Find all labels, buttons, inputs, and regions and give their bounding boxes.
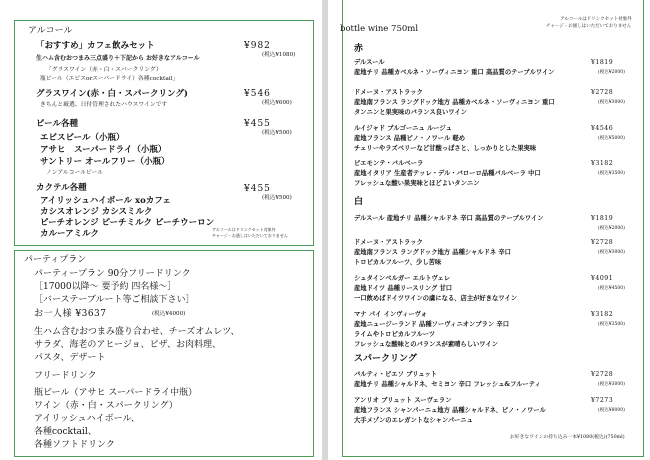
set-price: ¥982 — [244, 41, 271, 51]
wine-name: アンリオ ブリュット スーヴェラン — [354, 397, 452, 404]
beer-price: ¥455 — [244, 119, 271, 129]
free-drink-item: アイリッシュハイボール、 — [34, 414, 140, 424]
wine-desc: 産地イタリア 生産者テッレ・デル・バローロ品種バルベーラ 中口 — [354, 170, 541, 177]
wine-desc: フレッシュな酸い果実味とほどよいタンニン — [354, 180, 480, 187]
left-page — [0, 0, 322, 460]
wine-name: ピエモンテ・バルベーラ — [354, 160, 424, 167]
wine-desc: 産地南フランス ラングドック地方 品種カベルネ・ソーヴィニヨン 重口 — [354, 99, 555, 106]
wine-tax: (税込¥3500) — [598, 171, 625, 176]
wine-price: ¥7273 — [591, 397, 614, 404]
wine-note-1: アルコールはドリンクセット対象外 — [560, 17, 632, 22]
party-price: お一人様 ¥3637 — [34, 309, 107, 319]
party-food-2: サラダ、海老のアヒージョ、ピザ、お肉料理、 — [34, 340, 222, 350]
cocktail-item: カルーアミルク — [40, 229, 99, 239]
free-drink-item: 瓶ビール（アサヒ スーパードライ中瓶） — [34, 388, 198, 398]
wine-price: ¥1819 — [591, 59, 614, 66]
set-box-line2: 瓶ビール（エビスorスーパードライ）各種cocktail」 — [40, 76, 179, 82]
wine-name: ルイジャド ブルゴーニュ ルージュ — [354, 125, 452, 132]
wine-note-2: チャージ・お通しはいただいておりません — [546, 24, 632, 29]
wine-tax: (税込¥8000) — [598, 408, 625, 413]
wine-desc: 産地ドイツ 品種リースリング 甘口 — [354, 285, 453, 292]
wine-desc: ライムやトロピカルフルーツ — [354, 331, 436, 338]
right-page — [328, 0, 650, 460]
alcohol-footnote-2: チャージ・お通しはいただいておりません — [212, 233, 288, 238]
wine-name: デルスール 産地チリ 品種シャルドネ 辛口 高品質のテーブルワイン — [354, 215, 544, 222]
wine-price: ¥2728 — [591, 89, 614, 96]
wine-tax: (税込¥2000) — [598, 70, 625, 75]
wine-name: ドメーヌ・アストラック — [354, 239, 423, 246]
wine-price: ¥1819 — [591, 215, 614, 222]
free-drink-title: フリードリンク — [34, 371, 97, 381]
glass-tax: (税込¥600) — [262, 100, 292, 106]
cocktail-name: カクテル各種 — [36, 183, 87, 193]
beer-item: アサヒ スーパードライ（小瓶） — [40, 145, 167, 155]
wine-desc: チェリーやラズベリーなど甘酸っぱさと、しっかりとした果実味 — [354, 145, 537, 152]
party-plan: パーティープラン 90分フリードリンク — [34, 269, 191, 279]
wine-desc: 産地南フランス ラングドック地方 品種シャルドネ 辛口 — [354, 249, 511, 256]
wine-desc: 産地チリ 品種シャルドネ、セミヨン 辛口 フレッシュ&フルーティ — [354, 381, 541, 388]
wine-tax: (税込¥3500) — [598, 322, 625, 327]
wine-list-title: bottle wine 750ml — [340, 24, 419, 34]
corkage-note: お好きなワインの持ち込み一本¥1080(税込)(750ml) — [510, 435, 625, 440]
wine-name: デルスール — [354, 59, 385, 66]
wine-tax: (税込¥3000) — [598, 382, 625, 387]
cocktail-tax: (税込¥500) — [262, 195, 292, 201]
wine-name: バルティ・ビエソ ブリュット — [354, 371, 438, 378]
white-wine-title: 白 — [354, 197, 364, 207]
beer-name: ビール各種 — [36, 119, 78, 129]
wine-price: ¥4546 — [591, 125, 614, 132]
alcohol-footnote-1: アルコールはドリンクセット対象外 — [212, 227, 276, 232]
wine-desc: トロピカルフルーツ、少し苦味 — [354, 259, 442, 266]
party-line1: ［17000以降～ 要予約 四名様～］ — [34, 282, 177, 292]
wine-desc: タンニンと果実味のバランス良いワイン — [354, 109, 467, 116]
wine-desc: フレッシュな酸味とのバランスが素晴らしいワイン — [354, 341, 499, 348]
wine-name: ドメーヌ・アストラック — [354, 89, 423, 96]
wine-desc: 産地フランス 品種ピノ・ノワール 軽め — [354, 135, 466, 142]
party-line2: ［バーステーブルート等ご相談下さい］ — [34, 295, 195, 305]
wine-desc: 大手メゾンのエレガントなシャンパーニュ — [354, 417, 473, 424]
beer-tax: (税込¥500) — [262, 130, 292, 136]
wine-tax: (税込¥3000) — [598, 250, 625, 255]
wine-price: ¥2728 — [591, 371, 614, 378]
free-drink-item: ワイン（赤・白・スパークリング） — [34, 401, 178, 411]
party-food-1: 生ハム含むおつまみ盛り合わせ、チーズオムレツ、 — [34, 327, 240, 337]
cocktail-item: ピーチオレンジ ピーチミルク ピーチウーロン — [40, 218, 215, 228]
glass-name: グラスワイン(赤・白・スパークリング) — [36, 89, 188, 99]
set-desc: 生ハム含むおつまみ三点盛り＋下記から お好きなアルコール — [36, 55, 200, 62]
wine-desc: 産地ニュージーランド 品種ソーヴィニオンブラン 辛口 — [354, 321, 510, 328]
glass-price: ¥546 — [244, 89, 271, 99]
cocktail-item: カシスオレンジ カシスミルク — [40, 207, 153, 217]
glass-desc: きちんと厳選、日付管理されたハウスワインです — [40, 102, 168, 108]
beer-item: サントリー オールフリー（小瓶） — [40, 157, 170, 167]
wine-tax: (税込¥2000) — [598, 226, 625, 231]
set-box-line1: 「グラスワイン（赤・白・スパークリング） — [46, 67, 162, 73]
wine-price: ¥3182 — [591, 160, 614, 167]
wine-price: ¥2728 — [591, 239, 614, 246]
wine-name: シュタインベルガー エルトヴェレ — [354, 275, 451, 282]
red-wine-title: 赤 — [354, 44, 364, 54]
wine-desc: 産地チリ 品種カベルネ・ソーヴィニヨン 重口 高品質のテーブルワイン — [354, 69, 555, 76]
free-drink-item: 各種cocktail、 — [34, 427, 97, 437]
party-title: パーティプラン — [24, 255, 87, 265]
cocktail-price: ¥455 — [244, 184, 271, 194]
wine-desc: 産地フランス シャンパーニュ地方 品種シャルドネ、ピノ・ノワール — [354, 407, 546, 414]
set-name: 「おすすめ」カフェ飲みセット — [36, 41, 155, 51]
beer-item: エビスビール（小瓶） — [40, 133, 125, 143]
sparkling-title: スパークリング — [354, 354, 417, 364]
alcohol-title: アルコール — [28, 26, 73, 36]
party-tax: (税込¥4000) — [152, 311, 186, 317]
wine-name: マナ パイ インヴィーヴォ — [354, 311, 428, 318]
wine-tax: (税込¥4500) — [598, 286, 625, 291]
wine-price: ¥4091 — [591, 275, 614, 282]
wine-tax: (税込¥5000) — [598, 136, 625, 141]
wine-desc: 一口飲めばドイツワインの虜になる、店主が好きなワイン — [354, 295, 518, 302]
cocktail-item: アイリッシュハイボール xoカフェ — [40, 196, 171, 206]
beer-note: ノンアルコールビール — [46, 170, 104, 176]
wine-price: ¥3182 — [591, 311, 614, 318]
wine-tax: (税込¥3000) — [598, 100, 625, 105]
free-drink-item: 各種ソフトドリンク — [34, 440, 115, 450]
party-food-3: パスタ、デザート — [34, 353, 106, 363]
set-tax: (税込¥1080) — [262, 52, 296, 58]
